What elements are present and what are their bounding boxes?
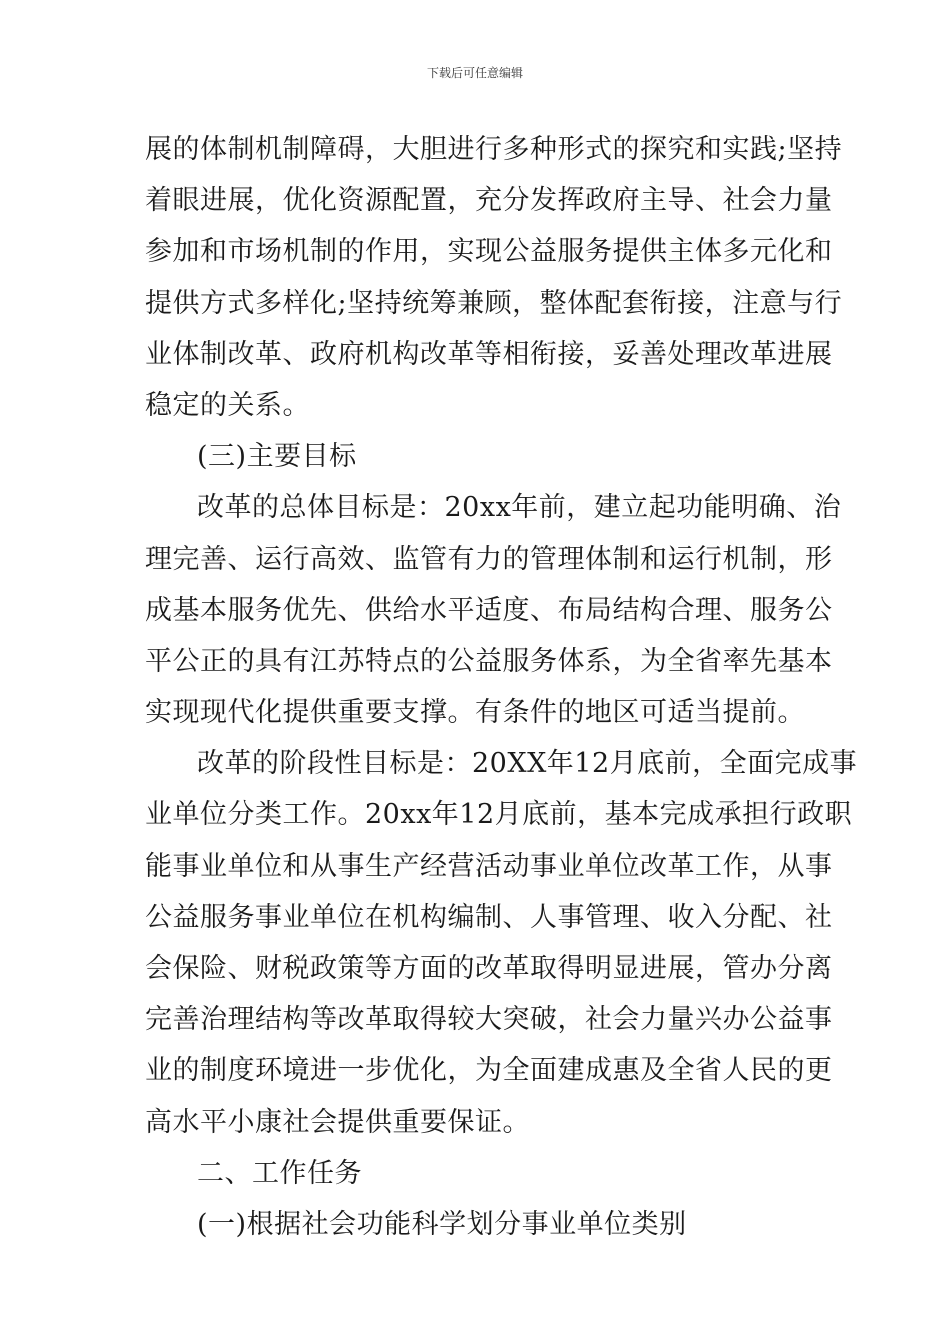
- text-line: 业体制改革、政府机构改革等相衔接，妥善处理改革进展: [145, 338, 833, 370]
- text-line: 平公正的具有江苏特点的公益服务体系，为全省率先基本: [145, 645, 833, 677]
- text-line: 业的制度环境进一步优化，为全面建成惠及全省人民的更: [145, 1055, 833, 1087]
- text-line: 展的体制机制障碍，大胆进行多种形式的探究和实践;坚持: [145, 134, 843, 165]
- text-line: 成基本服务优先、供给水平适度、布局结构合理、服务公: [145, 594, 833, 626]
- text-line: 公益服务事业单位在机构编制、人事管理、收入分配、社: [145, 901, 833, 933]
- text-line: 参加和市场机制的作用，实现公益服务提供主体多元化和: [145, 236, 833, 268]
- text-line: 稳定的关系。: [145, 389, 310, 421]
- section-heading: 二、工作任务: [197, 1157, 362, 1189]
- text-line: 实现现代化提供重要支撑。有条件的地区可适当提前。: [145, 697, 805, 729]
- text-line: 着眼进展，优化资源配置，充分发挥政府主导、社会力量: [145, 185, 833, 217]
- text-line: 高水平小康社会提供重要保证。: [145, 1106, 530, 1138]
- section-heading: (一)根据社会功能科学划分事业单位类别: [197, 1208, 687, 1240]
- text-line: 会保险、财税政策等方面的改革取得明显进展，管办分离: [145, 953, 833, 984]
- text-line: 理完善、运行高效、监管有力的管理体制和运行机制，形: [145, 543, 833, 575]
- document-body: [145, 124, 858, 1250]
- page-header: 下载后可任意编辑: [426, 66, 523, 80]
- text-line: 改革的总体目标是：20xx年前，建立起功能明确、治: [197, 492, 842, 524]
- text-line: 能事业单位和从事生产经营活动事业单位改革工作，从事: [145, 850, 833, 882]
- text-line: 完善治理结构等改革取得较大突破，社会力量兴办公益事: [145, 1004, 833, 1036]
- section-heading: (三)主要目标: [197, 441, 357, 473]
- text-line: 业单位分类工作。20xx年12月底前，基本完成承担行政职: [145, 799, 853, 831]
- text-line: 改革的阶段性目标是：20XX年12月底前，全面完成事: [197, 748, 858, 780]
- text-line: 提供方式多样化;坚持统筹兼顾，整体配套衔接，注意与行: [145, 287, 843, 319]
